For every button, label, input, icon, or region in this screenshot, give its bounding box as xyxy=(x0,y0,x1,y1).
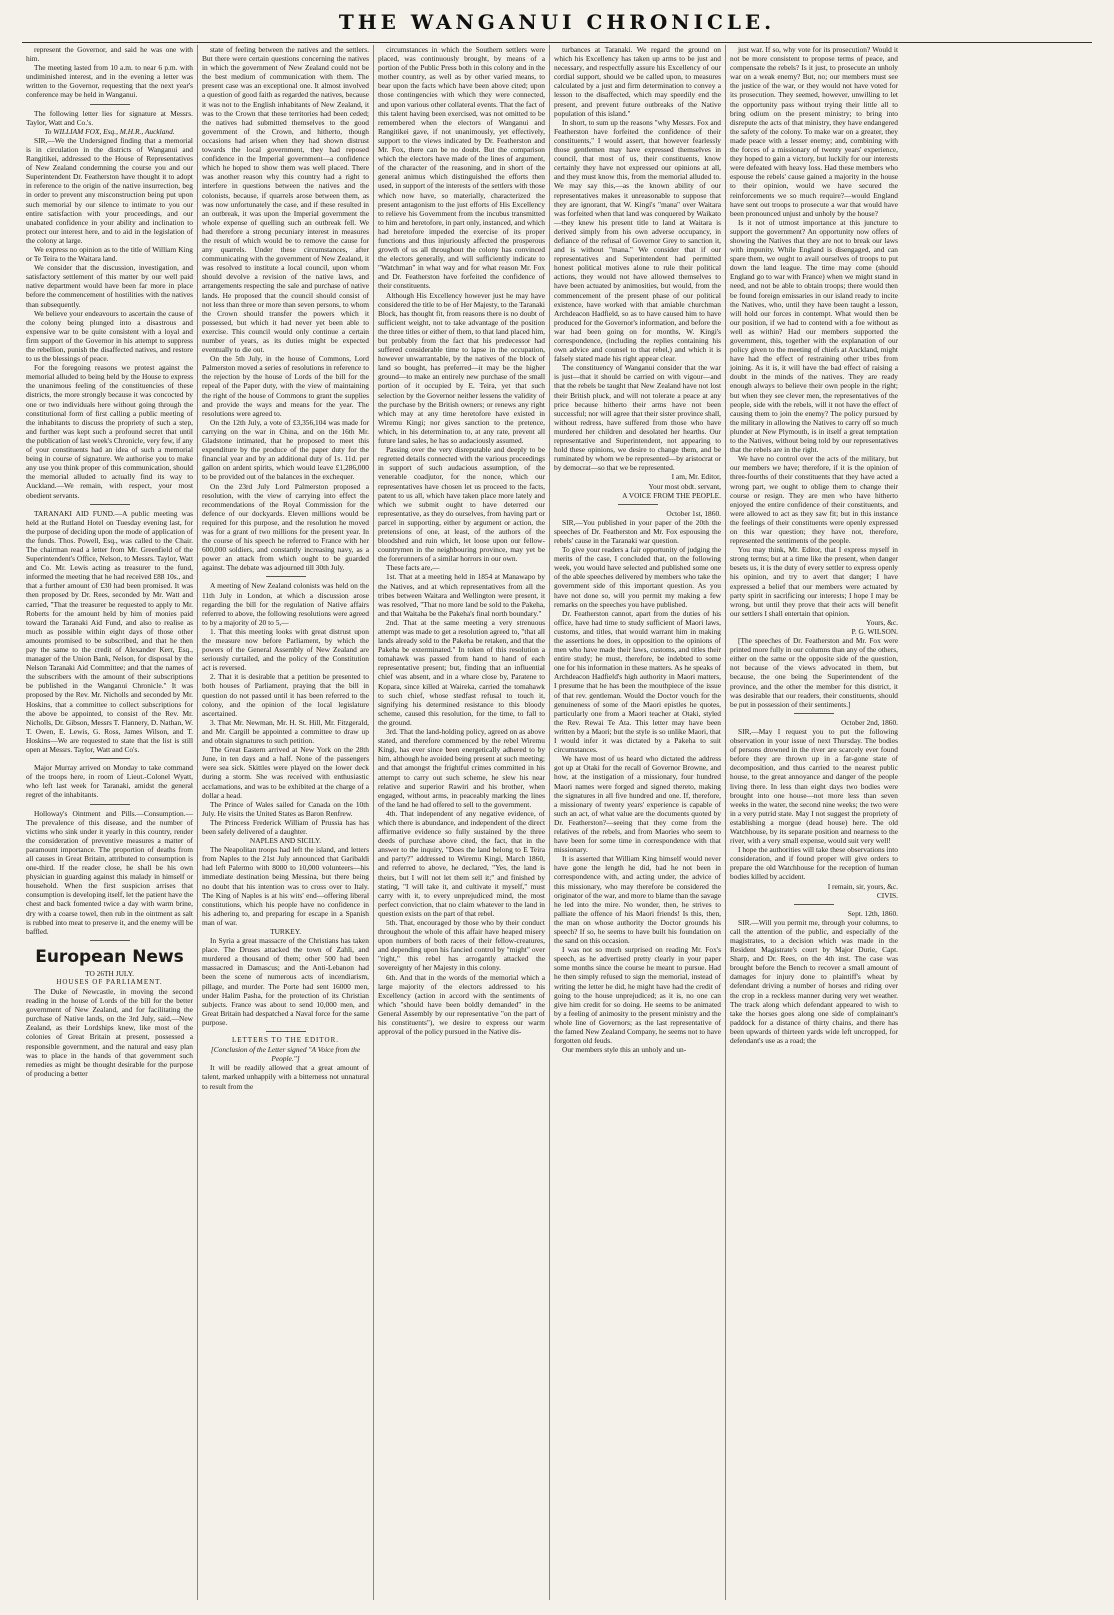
section-heading: European News xyxy=(35,946,184,967)
article-paragraph: On the 5th July, in the house of Commons, Lord Palmerston moved a series of resolutions in reference to the rejection by the house of Lords of the bill for the repeal of the Paper duty, with the view of maintaining the right of the house of Commons to grant the supplies and provide the ways and means for the year. The resolutions were agreed to. xyxy=(202,354,369,418)
article-paragraph: You may think, Mr. Editor, that I express myself in strong terms; but at a time like the present, when danger besets us, it is the duty of every settler to express openly his opinion, and try to avert that danger; I have expressed a belief that our members were actuated by party spirit in sacrificing our interests; I hope I may be wrong, but until they prove that their acts will benefit our settlers I shall entertain that opinion. xyxy=(730,545,898,618)
article-paragraph: turbances at Taranaki. We regard the ground on which his Excellency has taken up arms to be just and necessary, and respectfully assure his Excellency of our cordial support, should we be called upon, to measures calculated by a just and firm determination to convey a lesson to the disaffected, which may speedily end the present, and prevent future outbreaks of the Native population of this island." xyxy=(554,45,721,118)
article-paragraph: Our members style this an unholy and un- xyxy=(562,1045,687,1055)
article-paragraph: We express no opinion as to the title of William King or Te Teira to the Waitara land. xyxy=(26,244,193,264)
article-paragraph: SIR,—We the Undersigned finding that a memorial is in circulation in the districts of Wanganui and Rangitikei, addressed to the House of Representatives of New Zealand condemning the course you and our Superintendent Dr. Featherston have thought it to adopt in reference to the origin of the native insurrection, beg in order to prevent any misconstruction being put upon such memorial by our silence to intimate to you our entire satisfaction with your proceedings, and our unabated confidence in your ability and inclination to protect our interest here, and to aid in the legislation of the colony at large. xyxy=(26,135,193,245)
article-paragraph: Holloway's Ointment and Pills.—Consumption.—The prevalence of this disease, and the number of victims who sink under it yearly in this country, render the consideration of preventive measures a matter of paramount importance. The proportion of deaths from all causes in Great Britain, attributed to consumption is one-third. If the reader close, he shall be his own physician in guarding against this malady in himself or household. When the first suspicion arrises that consumption is developing itself, let the patient have the chest and back fomented twice a day with warm brine, dry with a coarse towel, then rub in the ointment as salt is rubbed into meat to preserve it, and the enemy will be baffled. xyxy=(26,808,193,936)
article-paragraph: 1st. That at a meeting held in 1854 at Manawapo by the Natives, and at which representatives from all the tribes between Waitara and Wellington were present, it was resolved, "That no more land be sold to the Pakeha, and that Waitaha be the Pakeha's final north boundary." xyxy=(378,572,545,618)
article-paragraph: 5th. That, encouraged by those who by their conduct throughout the whole of this affair have heaped misery upon numbers of both races of their fellow-creatures, and depending upon his fancied control by "might" over "right," this rebel has arrogantly attacked the sovereignty of her Majesty in this colony. xyxy=(378,918,545,973)
article-paragraph: represent the Governor, and said he was one with him. xyxy=(26,45,193,64)
article-paragraph: In Syria a great massacre of the Christians has taken place. The Druses attacked the town of Zahli, and murdered a thousand of them; other 500 had been massacred in Damascus; and the Anti-Lebanon had been the scene of numerous acts of incendiarism, pillage, and murder. The Porte had sent 16000 men, under Halim Pasha, for the protection of its Christian subjects. France was about to send 10,000 men, and Great Britain had despatched a Naval force for the same purpose. xyxy=(202,936,369,1027)
article-paragraph: SIR,—You published in your paper of the 20th the speeches of Dr. Featherston and Mr. Fox espousing the rebels' cause in the Taranaki war question. xyxy=(554,517,721,545)
article-paragraph: We have no control over the acts of the military, but our members we have; therefore, if it is the opinion of three-fourths of their constituents that they have acted a wrong part, we ought to oblige them to change their course or resign. They are men who have hitherto enjoyed the entire confidence of their constituents, and were allowed to act as they saw fit; but in this instance the feelings of their constituents were openly expressed on this war question; they have not, therefore, represented the sentiments of the people. xyxy=(730,454,898,546)
article-paragraph: state of feeling between the natives and the settlers. But there were certain questions concerning the natives in which the government of New Zealand could not be the best medium of communication with them. The present case was an exceptional one. It almost involved a question of good faith as regarded the natives, because it was not to the English inhabitants of New Zealand, it was to the Crown that these territories had been ceded; the natives had submitted themselves to the good government of the Crown, and hitherto, though occasions had arisen when they had shown distrust towards the local government, they had reposed confidence in the Imperial government—a confidence which he hoped to show them was well placed. There was another reason why this country had a right to interfere in questions between the natives and the colonists, because, if quarrels arose between them, as was now unfortunately the case, and if these resulted in an outbreak, it was upon the Imperial government the whole expense of quelling such an outbreak fell. We had therefore a strong pecuniary interest in measures the result of which would be to remove the cause for any quarrels. Under these circumstances, after communicating with the government of New Zealand, it was resolved to institute a local council, upon whom should devolve a revision of the native laws, and arrangements respecting the sale and purchase of native lands. He proposed that the council should consist of not less than three or more than seven persons, to whom the Crown should transfer the powers which it possessed, but which it had never yet been able to exercise. This council would only continue a certain number of years, as its duties might be expected eventually to die out. xyxy=(202,45,369,355)
section-divider xyxy=(266,1031,306,1032)
italic-note: [Conclusion of the Letter signed "A Voice from the People."] xyxy=(210,1045,361,1064)
article-paragraph: The constituency of Wanganui consider that the war is just—that it should be carried on with vigour—and that the rebels be taught that New Zealand have not lost their British pluck, and will not tolerate a peace at any price because hitherto their arms have not been successful; nor will agree that their sister province shall, without redress, have suffered from those who have murdered her children and desolated her hearths. Our representative and Superintendent, not appearing to hold these opinions, we desire to change them, and be ruminated by whom we be represented—by aristocrat or by democrat—so that we be represented. xyxy=(554,363,721,473)
subheading: NAPLES AND SICILY. xyxy=(249,836,322,846)
article-paragraph: 2. That it is desirable that a petition be presented to both houses of Parliament, praying that the bill in question do not passed until it has been referred to the colony, and the opinion of the local legislature ascertained. xyxy=(202,672,369,718)
masthead: THE WANGANUI CHRONICLE. xyxy=(338,10,776,34)
section-divider xyxy=(90,504,130,505)
article-paragraph: It is asserted that William King himself would never have gone the length he did, had he not been in correspondence with, and acting under, the advice of this missionary, who may therefore be considered the originator of the war, and more to blame than the savage he led into the mire. No wonder, then, he strives to palliate the offence of his Maori friends! Is this, then, the man on whose authority the Doctor grounds his speech? If so, he seems to have built his foundation on the sand on this occasion. xyxy=(554,854,721,946)
signature-line: Yours, &c. xyxy=(866,617,898,627)
section-divider xyxy=(90,940,130,941)
signature-line: Your most obdt. servant, xyxy=(648,481,721,491)
signature-line: I am, Mr. Editor, xyxy=(671,472,721,482)
article-paragraph: To give your readers a fair opportunity of judging the merits of the case, I concluded that, on the following week, you would have selected and published some one of the able speeches delivered by members who take the government side of this important question. As you have not done so, will you permit my making a few remarks on the speeches you have published. xyxy=(554,545,721,609)
article-paragraph: I was not so much surprised on reading Mr. Fox's speech, as he advertised pretty clearly in your paper some months since the course he meant to pursue. Had he then simply refused to sign the memorial, instead of writing the letter he did, he might have had the credit of going to the house unprejudiced; as it is, no one can give him credit for so doing. He seems to be animated by a feeling of animosity to the present ministry and the whole line of Governors; as the last representative of the famed New Zealand Company, he seems not to have forgotten old feuds. xyxy=(554,945,721,1046)
subheading: TO 26TH JULY. xyxy=(85,968,134,978)
section-divider xyxy=(266,576,306,577)
section-divider xyxy=(618,504,658,505)
signature-line: CIVIS. xyxy=(876,890,898,900)
article-paragraph: The Prince of Wales sailed for Canada on the 10th July. He visits the United States as Baron Renfrew. xyxy=(202,799,369,818)
article-paragraph: It will be readily allowed that a great amount of talent, marked unhappily with a bitterness not unnatural to result from the xyxy=(202,1063,369,1091)
article-paragraph: Major Murray arrived on Monday to take command of the troops here, in room of Lieut.-Colonel Wyatt, who left last week for Taranaki, amidst the general regret of the inhabitants. xyxy=(26,763,193,800)
column-2 xyxy=(198,45,374,1600)
signature-line: A VOICE FROM THE PEOPLE. xyxy=(622,490,721,500)
section-divider xyxy=(90,758,130,759)
article-paragraph: Is it not of utmost importance at this juncture to support the government? An opportunity now offers of showing the Natives that they are not to break our laws with impunity. While England is disengaged, and can spare them, we ought to avail ourselves of troops to put down the land league. The time may come (should England go to war with France) when we might stand in need, and not be able to obtain troops; there would then be found foreign emissaries in our island ready to incite the Natives, who, until they have been taught a lesson, will hold our forces in contempt. What would then be our position, if we had to contend with a foe without as well as within? Had our members supported the government, this, together with the explanation of our policy given to the meeting of chiefs at Auckland, might have had the effect of restraining other tribes from joining. As it is, it will have the bad effect of raising a doubt in the minds of the natives. They are ready enough always to believe their own people in the right; but when they see clever men, the representatives of the people, side with the rebels, will it not have the effect of causing them to join the enemy? The policy pursued by the military in allowing the Natives to carry off so much plunder at New Plymouth, is in itself a great temptation to the Natives, without being told by our representatives that the rebels are in the right. xyxy=(730,217,898,455)
column-3 xyxy=(374,45,550,1600)
article-paragraph: 1. That this meeting looks with great distrust upon the measure now before Parliament, by which the powers of the General Assembly of New Zealand are seriously curtailed, and the policy of the Constitution act is reversed. xyxy=(202,626,369,673)
article-paragraph: SIR.—Will you permit me, through your columns, to call the attention of the public, and especially of the magistrates, to a decision which was made in the Resident Magistrate's court by Major Durie, Capt. Sharp, and Dr. Rees, on the 4th inst. The case was brought before the Bench to recover a small amount of damages for injury done to plaintiff's wheat by defendant driving a number of horses and riding over the crop in a reckless manner during very wet weather. The track along which defendant appeared to wish to take the horses goes along one side of complainant's paddock for a distance of thirty chains, and there has been upwards of thirteen yards wide left uncropped, for defendant's use as a road; the xyxy=(730,917,898,1046)
caps-heading: HOUSES OF PARLIAMENT. xyxy=(56,977,163,986)
article-paragraph: 2nd. That at the same meeting a very strenuous attempt was made to get a resolution agreed to, "that all lands already sold to the Pakeha be retaken, and that the Pakeha be exterminated." In token of this resolution a tomahawk was passed from hand to hand of each representative present; but, finding that an influential chief was absent, and in a whare close by, Paratene to Kopara, since killed at Waireka, carried the tomahawk to such chief, whose stedfast refusal to touch it, signifying his determined resistance to this bloody scheme, caused this resolution, for the time, to fall to the ground. xyxy=(378,617,545,727)
article-paragraph: The Great Eastern arrived at New York on the 28th June, in ten days and a half. None of the passengers were sea sick. Skittles were played on the lower deck during a storm. She was received with enthusiastic acclamations, and was to be exhibited at the charge of a dollar a head. xyxy=(202,745,369,800)
masthead-rule xyxy=(22,42,1092,43)
article-paragraph: 4th. That independent of any negative evidence, of which there is abundance, and independent of the direct affirmative evidence so fully sustained by the three deeds of purchase above cited, the fact, that in the answer to the inquiry, "Does the land belong to E Teira and party?" addressed to Wiremu Kingi, March 1860, and referred to above, he declared, "Yes, the land is theirs, but I will not let them sell it;" and finished by stating, "I will take it, and cultivate it myself," must carry with it, to every unprejudiced mind, the most perfect conviction, that no claim whatever to the land in question exists on the part of that rebel. xyxy=(378,808,545,918)
article-paragraph: The following letter lies for signature at Messrs. Taylor, Watt and Co.'s. xyxy=(26,108,193,127)
article-paragraph: A meeting of New Zealand colonists was held on the 11th July in London, at which a discussion arose regarding the bill for the regulation of Native affairs referred to above, the following resolutions were agreed to by a majority of 20 to 5,— xyxy=(202,581,369,627)
article-paragraph: The Princess Frederick William of Prussia has has been safely delivered of a daughter. xyxy=(202,817,369,836)
article-paragraph: TARANAKI AID FUND.—A public meeting was held at the Rutland Hotel on Tuesday evening last, for the purpose of deciding upon the mode of application of the funds. Thos. Powell, Esq., was called to the Chair. The chairman read a letter from Mr. Greenfield of the Superintendent's Office, Nelson, to Messrs. Taylor, Watt and Co. Mr. Lewis acting as treasurer to the fund, informed the meeting that he had received £88 10s., and that a further amount of £30 had been promised. It was then proposed by Dr. Rees, seconded by Mr. Watt and carried, "That the treasurer be requested to apply to Mr. Roberts for the amount held by him of monies paid toward the Taranaki Aid Fund, and also to realise as much as possible within eight days of those other amounts promised to be subscribed, and that he then pay the same to the credit of Alexander Kerr, Esq., manager of the Union Bank, Nelson, for disposal by the Nelson Taranaki Aid Committee; and that the names of the subscribers with the amount of their subscriptions be published in the Wanganui Chronicle." It was proposed by the Rev. Mr. Nicholls and seconded by Mr. Hoskins, that a committee to collect subscriptions for the above be appointed, to consist of the Rev. Mr. Nicholls, Dr. Gibson, Messrs T. Flannery, D. Nathan, W. T. Owen, E. Lewis, G. Ross, James Wilson, and T. Hoskins—We are requested to state that the list is still open at Messrs. Taylor, Watt and Co's. xyxy=(26,508,193,755)
article-paragraph: SIR,—May I request you to put the following observation in your issue of next Thursday. The bodies of persons drowned in the river are scarcely ever found before they are thrown up in a far-gone state of decomposition, and thus carried to the nearest public house, to the great annoyance and danger of the people living there. In less than eight days two bodies were brought into one house—not more less than seven weeks in the water, the second nine weeks; the two were in a very putrid state. May I not suggest the propriety of establishing a morgue (dead house) here. The old Watchhouse, by its separate position and nearness to the river, with a very small expense, would suit very well! xyxy=(730,726,898,846)
article-paragraph: Dr. Featherston cannot, apart from the duties of his office, have had time to study sufficient of Maori laws, customs, and titles, that would warrant him in making the assertions he does, in opposition to the opinions of men who have made their laws, customs, and titles their entire study; he must, therefore, be indebted to some one for his information in these matters. As he speaks of Archdeacon Hadfield's high authority in Maori matters, I presume that he has been the mouthpiece of the issue of that rev. gentleman. Would the Doctor vouch for the genuineness of some of the Maori epistles he quotes, particularly one from a Maori teacher at Otaki, styled the Rev. Rewai Te Ata. This letter may have been written by a Maori; but the style is so unlike Maori, that I would infer it was dictated by a Pakeha to suit circumstances. xyxy=(554,608,721,755)
subheading: TURKEY. xyxy=(270,927,301,936)
article-paragraph: 3rd. That the land-holding policy, agreed on as above stated, and therefore commenced by the rebel Wiremu Kingi, has ever since been energetically adhered to by him, although he avoided being present at such meeting; and that amongst the frightful crimes committed in his attempt to carry out such scheme, he slew his near relative and superior Rawiri and his brother, when engaged, without arms, in peaceably marking the lines of the land he had offered to sell to the government. xyxy=(378,727,545,809)
column-1 xyxy=(22,45,198,1600)
article-paragraph: For the foregoing reasons we protest against the memorial alluded to being held by the House to express the unanimous feeling of the constituencies of these districts, the more strongly because it was concocted by one or two individuals here without going through the constitutional form of first calling a public meeting of the inhabitants to discuss the propriety of such a step, and further was kept such a profound secret that until the publication of last week's Chronicle, very few, if any of your constituents had an idea of such a memorial being in course of signature. We authorise you to make any use you think proper of this communication, should the memorial alluded to actually find its way to Auckland.—We remain, with respect, your most obedient servants. xyxy=(26,363,193,500)
article-paragraph: In short, to sum up the reasons "why Messrs. Fox and Featherston have forfeited the confidence of their constituents," I would assert, that however fearlessly those gentlemen may have expressed themselves in council, that most of us, their constituents, know certainly they have not expressed our opinions at all, and they must know this, from the memorial alluded to. We may say this,—as the known ability of our representatives makes it unreasonable to suppose that they are ignorant, that W. Kingi's "mana" over Waitara was forfeited when that land was conquered by Waikato—they knew his present title to land at Waitara is derived simply from his own adverse occupancy, in defiance of the refusal of Governor Grey to sanction it, and is without "mana." We consider that if our representatives and Superintendent had permitted honest political motives alone to rule their political actions, they would not have allowed themselves to have been actuated by animosities, but would, from the commencement of the present phase of our political existence, have worked with that amiable churchman Archdeacon Hadfield, so as to have caused him to have produced for the Governor's information, and before the war had been going on for months, W. Kingi's correspondence, (including the replies containing his own advice and counsel to that rebel,) and which it is falsely stated made his right appear clear. xyxy=(554,117,721,364)
section-divider xyxy=(90,104,130,105)
signature-line: October 2nd, 1860. xyxy=(840,717,898,727)
section-divider xyxy=(794,904,834,905)
italic-note: To WILLIAM FOX, Esq., M.H.R., Auckland. xyxy=(44,126,175,136)
article-paragraph: These facts are,— xyxy=(386,563,440,573)
article-paragraph: 3. That Mr. Newman, Mr. H. St. Hill, Mr. Fitzgerald, and Mr. Cargill be appointed a committee to draw up and obtain signatures to such petition. xyxy=(202,717,369,746)
column-5 xyxy=(726,45,902,1600)
article-paragraph: On the 12th July, a vote of £3,356,104 was made for carrying on the war in China, and on the 16th Mr. Gladstone intimated, that he proposed to meet this expenditure by the produce of the paper duty for the financial year and by an additional duty of 1s. 11d. per gallon on ardent spirits, which would leave £1,286,000 to be provided out of the balances in the exchequer. xyxy=(202,417,369,482)
signature-line: Sept. 12th, 1860. xyxy=(847,908,898,918)
column-4 xyxy=(550,45,726,1600)
article-paragraph: just war. If so, why vote for its prosecution? Would it not be more consistent to propose terms of peace, and compensate the rebels? Is it just, to prosecute an unholy war on a weak enemy? But, no; our members must see the justice of the war, or they would not have voted for its prosecution. They seemed, however, unwilling to let the opportunity pass without trying their little all to bring odium on the present ministry; to bring into disrepute the acts of that ministry, they have endangered the safety of the colony. To make war on a greater, they made peace with a lesser enemy; and, combining with the forces of a missionary of twenty years' experience, they hoped to gain a victory, but luckily for our interests were defeated with heavy loss. Had these members who espouse the rebels' cause gained a majority in the house to their opinion, would we have secured the reinforcements we so much require?—would England have sent out troops to prosecute a war that would have been pronounced unjust and unholy by the house? xyxy=(730,45,898,218)
article-paragraph: Passing over the very disreputable and deeply to be regretted details connected with the various proceedings in support of such audacious assumption, of the venerable coadjutor, for the nonce, which our representatives have chosen let us proceed to the facts, patent to us all, which have taken place more lately and which we submit ought to have deterred our representative, as they do ourselves, from having part or parcel in supporting, either by argument or action, the pretensions of one, at least, of the authors of the bloodshed and ruin which, let loose upon our fellow-countrymen in the neighbouring province, may yet be the forerunners of a similar horrors in our own. xyxy=(378,445,545,564)
article-paragraph: The Duke of Newcastle, in moving the second reading in the house of Lords of the bill for the better government of New Zealand, and for facilitating the purchase of Native lands, on the 3rd July, said,—New Zealand, as their Lordships knew, like most of the colonies of Great Britain at present, possessed a responsible government, and the natural and easy plan was to place in the hands of that government such remedies as might be thought desirable for the purpose of producing a better xyxy=(26,987,193,1078)
article-paragraph: [The speeches of Dr. Featherston and Mr. Fox were printed more fully in our columns than any of the others, either on the same or the opposite side of the question, not because of the views advocated in them, but because, the one being the Superintendent of the province, and the other the member for this district, it was desirable that our readers, their constituents, should be put in possession of their sentiments.] xyxy=(730,636,898,709)
columns xyxy=(22,45,1092,1600)
article-paragraph: 6th. And that in the words of the memorial which a large majority of the electors addressed to his Excellency (action in accord with the sentiments of which "should have been boldly demanded" in the General Assembly by our representative "on the part of his constituents"), we desire to express our warm approval of the policy pursued in the Native dis- xyxy=(378,972,545,1037)
signature-line: October 1st, 1860. xyxy=(666,508,721,518)
article-paragraph: I hope the authorities will take these observations into consideration, and if found proper will give orders to prepare the old Watchhouse for the reception of human bodies killed by accident. xyxy=(730,845,898,882)
section-divider xyxy=(794,713,834,714)
article-paragraph: Although His Excellency however just he may have considered the title to be of Her Majesty, to the Taranaki Block, has thought fit, from reasons there is no doubt of sufficient weight, not to take advantage of the position the three titles or either of them, to that land placed him, but probably from the fact that his predecessor had suffered considerable time to lapse in the occupation, however unwarrantable, by the natives of the block of land so bought, has preferred—it may be the higher ground—to make an entirely new purchase of the small portion of it occupied by E. Teira, yet that such selection by the Governor neither lessens the validity of the purchase by the British owners; or renews any right which may at any time heretofore have existed in Wiremu Kingi; nor gives sanction to the pretence, which, in his determination to, at any rate, prevent all future land sales, he has so audaciously assumed. xyxy=(378,290,545,446)
signature-line: P. G. WILSON. xyxy=(851,627,898,636)
article-paragraph: We have most of us heard who dictated the address got up at Otaki for the recall of Governor Browne, and how, at the instigation of a missionary, four hundred Maori names were forged and signed thereto, making the signatures in all five hundred and one. If, therefore, a missionary of twenty years' experience is capable of such an act, of what value are the documents quoted by Dr. Featherston?—seeing that they come from the relatives of the rebels, and from Maories who seem to have been for some time in correspondence with that missionary. xyxy=(554,754,721,855)
caps-heading: LETTERS TO THE EDITOR. xyxy=(231,1036,340,1045)
signature-line: I remain, sir, yours, &c. xyxy=(827,881,898,891)
article-paragraph: The meeting lasted from 10 a.m. to near 6 p.m. with undiminished interest, and in the evening a letter was written to the Governor, requesting that the next year's conference may be held in Wanganui. xyxy=(26,63,193,100)
article-paragraph: circumstances in which the Southern settlers were placed, was continuously brought, by means of a portion of the Public Press both in this colony and in the mother country, as well as by other varied means, to bear upon the facts which have been above cited; upon those contingencies with which they were connected, and upon various other collateral events. That the fact of this talent having been exercised, was not omitted to be remembered when the electors of Wanganui and Rangitikei gave, if not unanimously, yet effectively, support to the views indicated by Dr. Featherston and Mr. Fox, there can be no doubt. But the comparison which the electors have made of the lines of argument, of the character of the reasoning, and in short of the general animus which distinguished the efforts then used, in support of the interests of the settlers with those which now have, so materially, characterized the present antagonism to the just efforts of His Excellency to relieve his Government from the incubus transmitted to him and heretofore, in part only, instanced, and which had heretofore impeded the exercise of its proper functions and thus injuriously affected the prosperous growth of us all throughout the colony has convinced the electors generally, and will sufficiently indicate to "Watchman" in what way and for what reason Mr. Fox and Dr. Featherston have forfeited the confidence of their constituents. xyxy=(378,45,545,291)
article-paragraph: The Neapolitan troops had left the island, and letters from Naples to the 21st July announced that Garibaldi had left Palermo with 8000 to 10,000 volunteers—his immediate destination being Messina, but there being no doubt that his intention was to cross over to Italy. The King of Naples is at his wits' end—offering liberal constitutions, which his people have no confidence in his adhering to, and preparing for escape in a Spanish man of war. xyxy=(202,845,369,927)
article-paragraph: We believe your endeavours to ascertain the cause of the colony being plunged into a disastrous and expensive war to be quite consistent with a loyal and firm support of the Governor in his attempt to suppress the rebellion, punish the disaffected natives, and restore to us the blessings of peace. xyxy=(26,308,193,364)
article-paragraph: We consider that the discussion, investigation, and satisfactory settlement of this matter by our well paid native department would have been far more in place before the commencement of hostilities with the natives than subsequently. xyxy=(26,263,193,309)
article-paragraph: On the 23rd July Lord Palmerston proposed a resolution, with the view of carrying into effect the recommendations of the Royal Commission for the defence of our dockyards. Eleven millions would be required for this purpose, and the resolution he moved was for a grant of two millions for the present year. In the course of his speech he referred to France with her 600,000 soldiers, and constantly increasing navy, as a power an attack from which ought to be guarded against. The debate was adjourned till 30th July. xyxy=(202,481,369,573)
section-divider xyxy=(90,804,130,805)
